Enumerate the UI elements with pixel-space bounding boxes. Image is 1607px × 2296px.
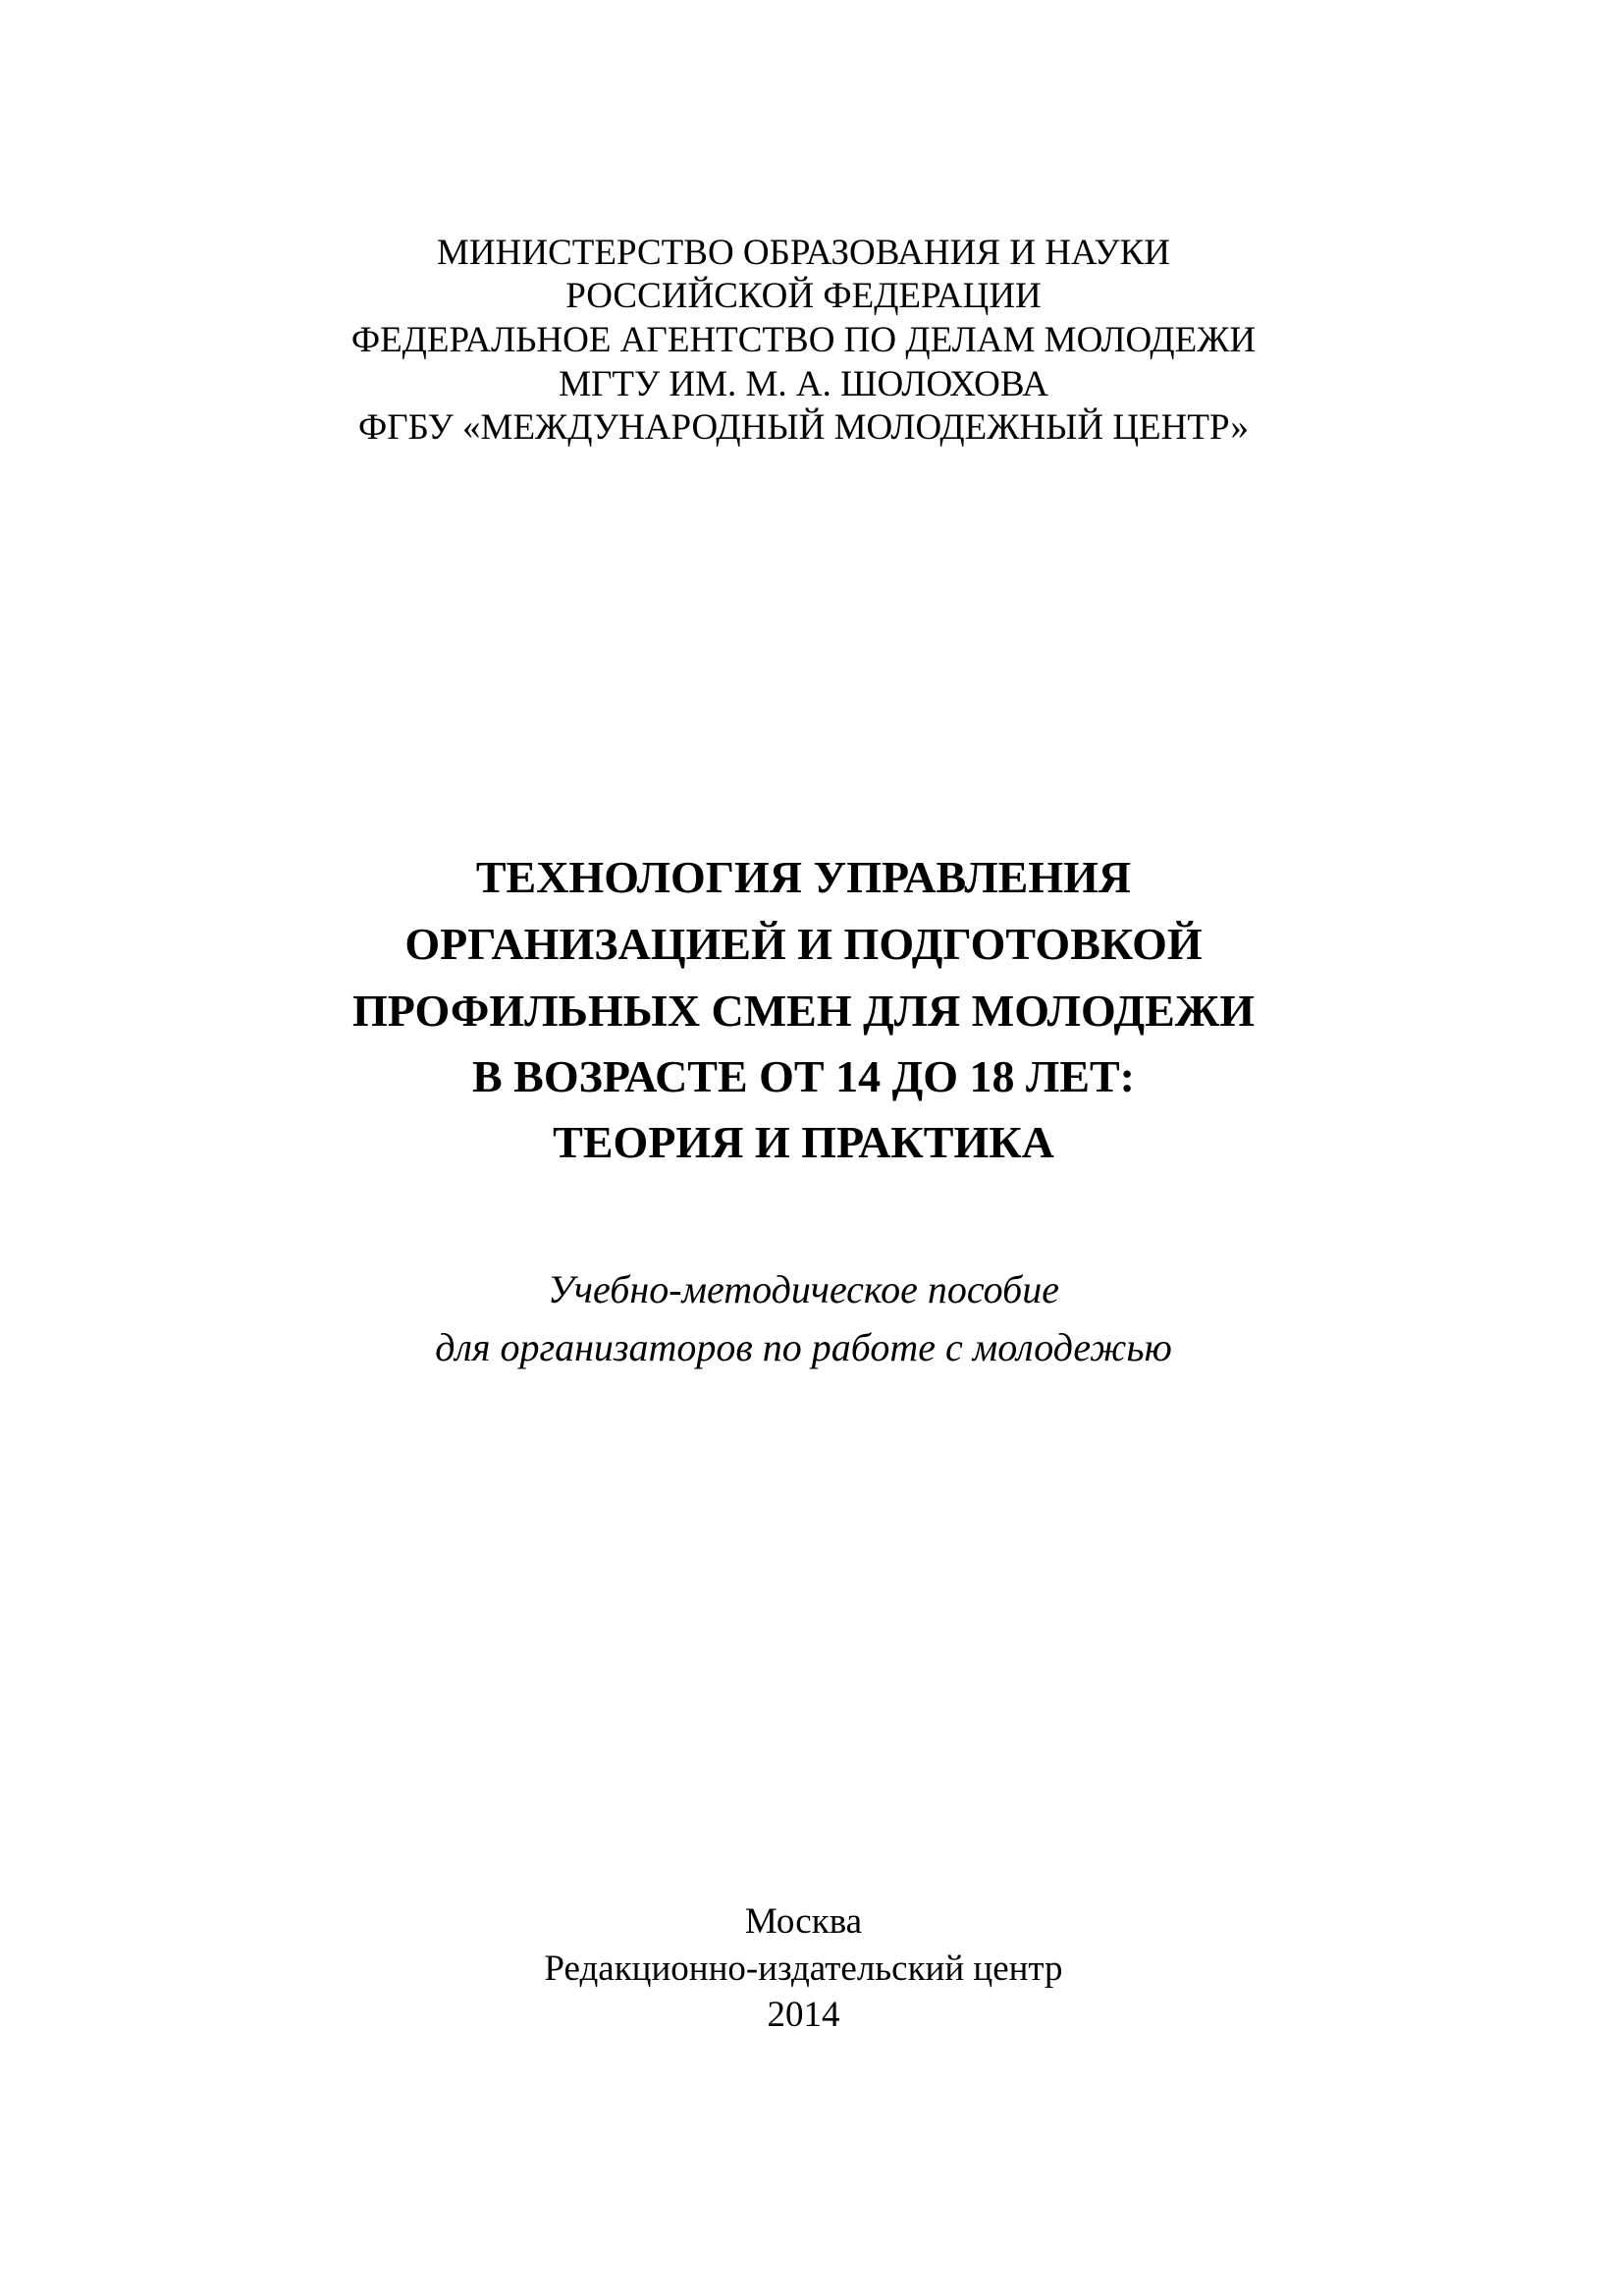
title-line: ТЕОРИЯ И ПРАКТИКА	[553, 1117, 1054, 1167]
title-line: ПРОФИЛЬНЫХ СМЕН ДЛЯ МОЛОДЕЖИ	[351, 986, 1256, 1036]
subtitle-line: Учебно-методическое пособие	[548, 1267, 1059, 1311]
imprint-publisher: Редакционно-издательский центр	[544, 1949, 1063, 1989]
header-line: ФГБУ «МЕЖДУНАРОДНЫЙ МОЛОДЕЖНЫЙ ЦЕНТР»	[358, 407, 1249, 448]
imprint-year: 2014	[767, 1995, 840, 2035]
title-line: ОРГАНИЗАЦИЕЙ И ПОДГОТОВКОЙ	[404, 919, 1203, 969]
header-line: МИНИСТЕРСТВО ОБРАЗОВАНИЯ И НАУКИ	[437, 233, 1170, 273]
title-line: ТЕХНОЛОГИЯ УПРАВЛЕНИЯ	[475, 852, 1132, 902]
header-line: РОССИЙСКОЙ ФЕДЕРАЦИИ	[565, 276, 1042, 316]
title-line: В ВОЗРАСТЕ ОТ 14 ДО 18 ЛЕТ:	[472, 1051, 1135, 1101]
imprint-city: Москва	[744, 1901, 863, 1942]
header-line: МГТУ ИМ. М. А. ШОЛОХОВА	[559, 364, 1048, 404]
subtitle-line: для организаторов по работе с молодежью	[435, 1325, 1172, 1369]
header-line: ФЕДЕРАЛЬНОЕ АГЕНТСТВО ПО ДЕЛАМ МОЛОДЕЖИ	[350, 320, 1257, 360]
